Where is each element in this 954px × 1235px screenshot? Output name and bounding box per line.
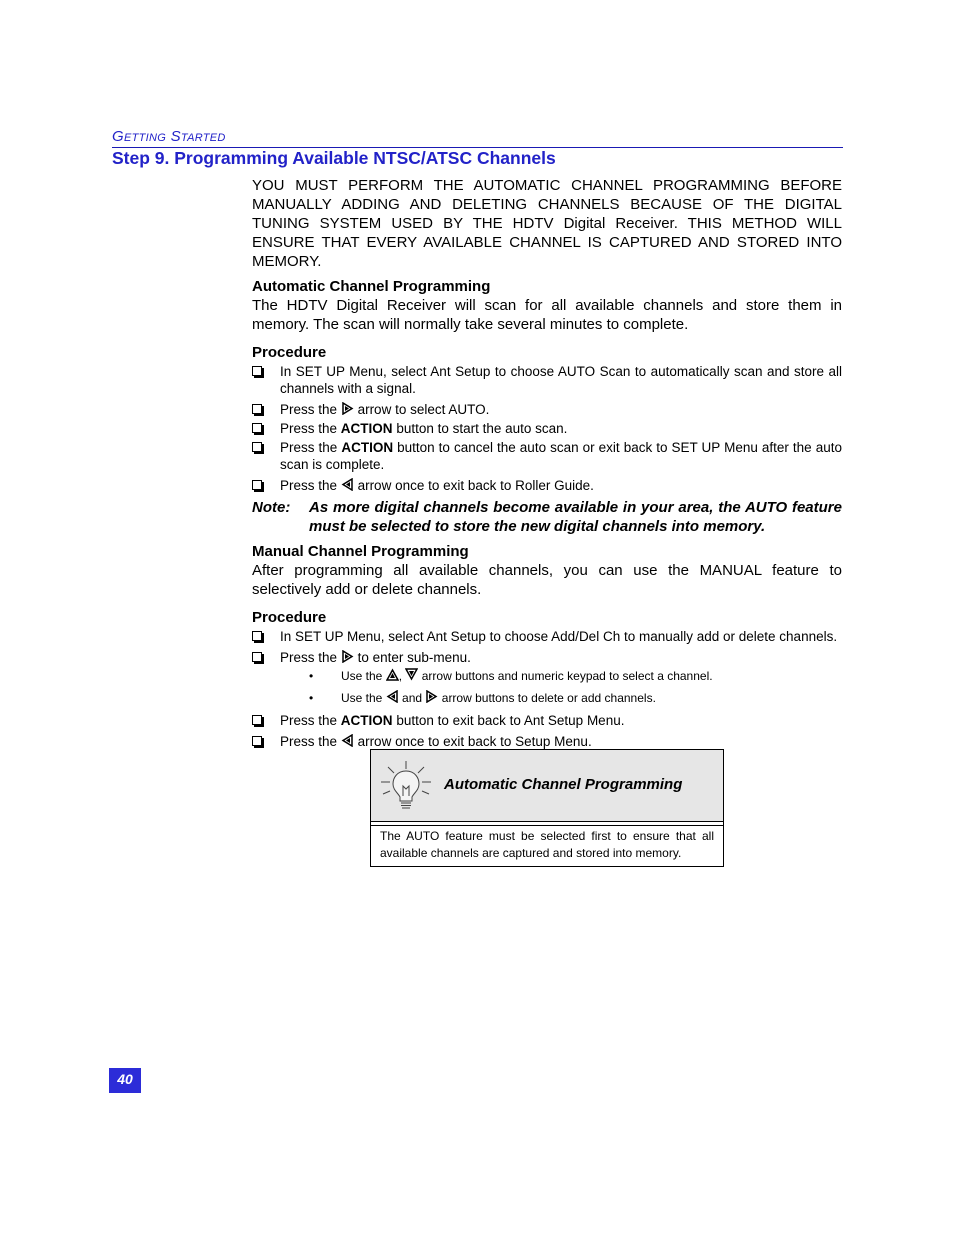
manual-procedure-label: Procedure	[252, 609, 327, 626]
left-arrow-icon	[341, 734, 354, 747]
right-arrow-icon	[425, 690, 438, 703]
checkbox-bullet-icon	[252, 404, 262, 414]
left-arrow-icon	[341, 478, 354, 491]
bullet-dot: •	[309, 691, 314, 705]
checkbox-bullet-icon	[252, 442, 262, 452]
checkbox-bullet-icon	[252, 715, 262, 725]
down-arrow-icon	[405, 668, 418, 681]
page-title: Step 9. Programming Available NTSC/ATSC Channels	[112, 148, 556, 168]
manual-steps	[252, 628, 842, 666]
action-button-label: ACTION	[340, 713, 393, 728]
right-arrow-icon	[341, 650, 354, 663]
lightbulb-icon	[379, 760, 433, 812]
up-arrow-icon	[386, 668, 399, 681]
manual-step-1: In SET UP Menu, select Ant Setup to choose Add/Del Ch to manually add or delete channels.	[252, 628, 842, 645]
note-text: As more digital channels become available in your area, the AUTO feature must be selected to store the new digital channels into memory.	[309, 499, 842, 535]
auto-description: The HDTV Digital Receiver will scan for all available channels and store them in memory. The scan will normally take several minutes to complete.	[252, 297, 842, 333]
auto-step-2: Press the arrow to select AUTO.	[252, 401, 842, 418]
checkbox-bullet-icon	[252, 366, 262, 376]
manual-heading: Manual Channel Programming	[252, 543, 469, 560]
checkbox-bullet-icon	[252, 423, 262, 433]
bullet-dot: •	[309, 669, 314, 683]
manual-sub-step-2: • Use the and arrow buttons to delete or add channels.	[309, 691, 656, 705]
tip-divider	[371, 825, 723, 826]
checkbox-bullet-icon	[252, 631, 262, 641]
left-arrow-icon	[386, 690, 399, 703]
auto-step-5: Press the arrow once to exit back to Roller Guide.	[252, 477, 842, 494]
main-content	[252, 176, 842, 752]
manual-step-4: Press the arrow once to exit back to Setup Menu.	[252, 733, 842, 750]
note	[252, 498, 842, 536]
tip-header	[371, 750, 723, 822]
checkbox-bullet-icon	[252, 480, 262, 490]
auto-step-3: Press the ACTION button to start the auto scan.	[252, 420, 842, 437]
checkbox-bullet-icon	[252, 736, 262, 746]
right-arrow-icon	[341, 402, 354, 415]
manual-sub-step-1: • Use the , arrow buttons and numeric keypad to select a channel.	[309, 669, 713, 683]
auto-procedure-label: Procedure	[252, 344, 327, 361]
manual-steps-continued	[252, 712, 842, 750]
auto-step-1: In SET UP Menu, select Ant Setup to choose AUTO Scan to automatically scan and store all channels with a signal.	[252, 363, 842, 397]
manual-step-3: Press the ACTION button to exit back to Ant Setup Menu.	[252, 712, 842, 729]
manual-description: After programming all available channels, you can use the MANUAL feature to selectively add or delete channels.	[252, 562, 842, 598]
action-button-label: ACTION	[341, 440, 394, 455]
page-number: 40	[109, 1068, 141, 1093]
tip-title: Automatic Channel Programming	[444, 776, 683, 793]
tip-box	[370, 749, 724, 867]
tip-text: The AUTO feature must be selected first to ensure that all available channels are captured and stored into memory.	[380, 829, 714, 860]
auto-heading: Automatic Channel Programming	[252, 278, 491, 295]
manual-sub-steps	[252, 668, 842, 706]
section-header: Getting Started	[112, 128, 843, 148]
intro-paragraph: YOU MUST PERFORM THE AUTOMATIC CHANNEL PROGRAMMING BEFORE MANUALLY ADDING AND DELETING CHANNELS BECAUSE OF THE DIGITAL TUNING SYSTEM USED BY THE HDTV Digital Receiver. THIS METHOD WILL ENSURE THAT EVERY AVAILABLE CHANNEL IS CAPTURED AND STORED INTO MEMORY.	[252, 177, 842, 270]
note-label: Note:	[252, 499, 291, 516]
checkbox-bullet-icon	[252, 652, 262, 662]
manual-step-2: Press the to enter sub-menu.	[252, 649, 842, 666]
auto-step-4: Press the ACTION button to cancel the auto scan or exit back to SET UP Menu after the auto scan is complete.	[252, 439, 842, 473]
auto-steps	[252, 363, 842, 494]
action-button-label: ACTION	[340, 421, 393, 436]
